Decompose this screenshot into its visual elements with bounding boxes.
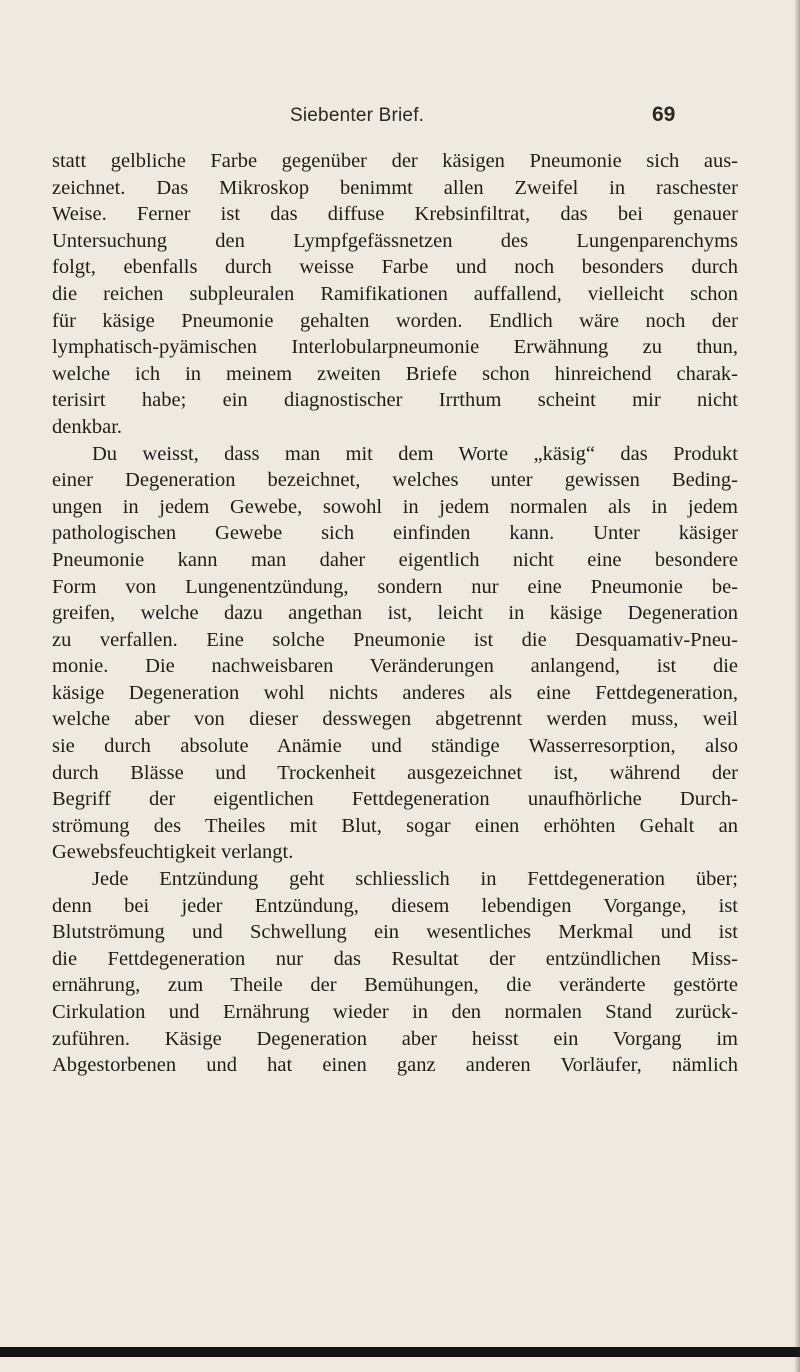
text-line: Gewebsfeuchtigkeit verlangt. bbox=[52, 841, 294, 864]
text-line: welche aber von dieser desswegen abgetrennt werden muss, weil bbox=[52, 708, 738, 731]
text-line: strömung des Theiles mit Blut, sogar einen erhöhten Gehalt an bbox=[52, 814, 738, 837]
text-line: Abgestorbenen und hat einen ganz anderen Vorläufer, nämlich bbox=[52, 1054, 738, 1077]
text-line: denn bei jeder Entzündung, diesem lebendigen Vorgange, ist bbox=[52, 894, 738, 917]
text-line: ernährung, zum Theile der Bemühungen, die veränderte gestörte bbox=[52, 974, 738, 997]
text-line: zeichnet. Das Mikroskop benimmt allen Zweifel in raschester bbox=[52, 176, 738, 199]
running-title: Siebenter Brief. bbox=[290, 105, 425, 126]
text-line: die Fettdegeneration nur das Resultat der entzündlichen Miss- bbox=[52, 947, 738, 970]
text-line: käsige Degeneration wohl nichts anderes als eine Fettdegeneration, bbox=[52, 681, 738, 704]
text-line: Untersuchung den Lympfgefässnetzen des Lungenparenchyms bbox=[52, 229, 738, 252]
paragraph bbox=[52, 441, 738, 867]
body-text bbox=[52, 148, 738, 1079]
text-line: Blutströmung und Schwellung ein wesentliches Merkmal und ist bbox=[52, 921, 738, 944]
text-line: Begriff der eigentlichen Fettdegeneration unaufhörliche Durch- bbox=[52, 788, 738, 811]
text-line: sie durch absolute Anämie und ständige Wasserresorption, also bbox=[52, 735, 738, 758]
text-line: zu verfallen. Eine solche Pneumonie ist die Desquamativ-Pneu- bbox=[52, 628, 738, 651]
text-line: einer Degeneration bezeichnet, welches unter gewissen Beding- bbox=[52, 469, 738, 492]
text-line: lymphatisch-pyämischen Interlobularpneumonie Erwähnung zu thun, bbox=[52, 336, 738, 359]
scan-right-edge bbox=[794, 0, 800, 1372]
text-line: Du weisst, dass man mit dem Worte „käsig“ das Produkt bbox=[92, 442, 738, 465]
text-line: greifen, welche dazu angethan ist, leicht in käsige Degeneration bbox=[52, 602, 738, 625]
text-line: denkbar. bbox=[52, 415, 123, 438]
text-line: Cirkulation und Ernährung wieder in den normalen Stand zurück- bbox=[52, 1001, 738, 1023]
page-number: 69 bbox=[652, 103, 676, 126]
text-line: folgt, ebenfalls durch weisse Farbe und noch besonders durch bbox=[52, 256, 738, 279]
text-line: die reichen subpleuralen Ramifikationen auffallend, vielleicht schon bbox=[52, 282, 738, 305]
text-line: zuführen. Käsige Degeneration aber heisst ein Vorgang im bbox=[52, 1027, 738, 1050]
text-line: welche ich in meinem zweiten Briefe schon hinreichend charak- bbox=[52, 362, 738, 385]
text-line: statt gelbliche Farbe gegenüber der käsigen Pneumonie sich aus- bbox=[52, 150, 738, 172]
text-line: ungen in jedem Gewebe, sowohl in jedem normalen als in jedem bbox=[52, 495, 738, 518]
text-line: Jede Entzündung geht schliesslich in Fettdegeneration über; bbox=[92, 868, 738, 891]
text-line: pathologischen Gewebe sich einfinden kann. Unter käsiger bbox=[52, 522, 738, 545]
text-line: Weise. Ferner ist das diffuse Krebsinfiltrat, das bei genauer bbox=[52, 203, 738, 226]
paragraph bbox=[52, 866, 738, 1079]
text-line: terisirt habe; ein diagnostischer Irrthum scheint mir nicht bbox=[52, 389, 738, 412]
text-line: Pneumonie kann man daher eigentlich nicht eine besondere bbox=[52, 548, 738, 571]
text-line: für käsige Pneumonie gehalten worden. Endlich wäre noch der bbox=[52, 309, 738, 332]
text-line: durch Blässe und Trockenheit ausgezeichnet ist, während der bbox=[52, 761, 738, 784]
text-line: monie. Die nachweisbaren Veränderungen anlangend, ist die bbox=[52, 655, 738, 678]
text-line: Form von Lungenentzündung, sondern nur eine Pneumonie be- bbox=[52, 575, 738, 598]
paragraph bbox=[52, 148, 738, 441]
page-header bbox=[0, 105, 800, 135]
scan-bottom-edge bbox=[0, 1347, 800, 1357]
